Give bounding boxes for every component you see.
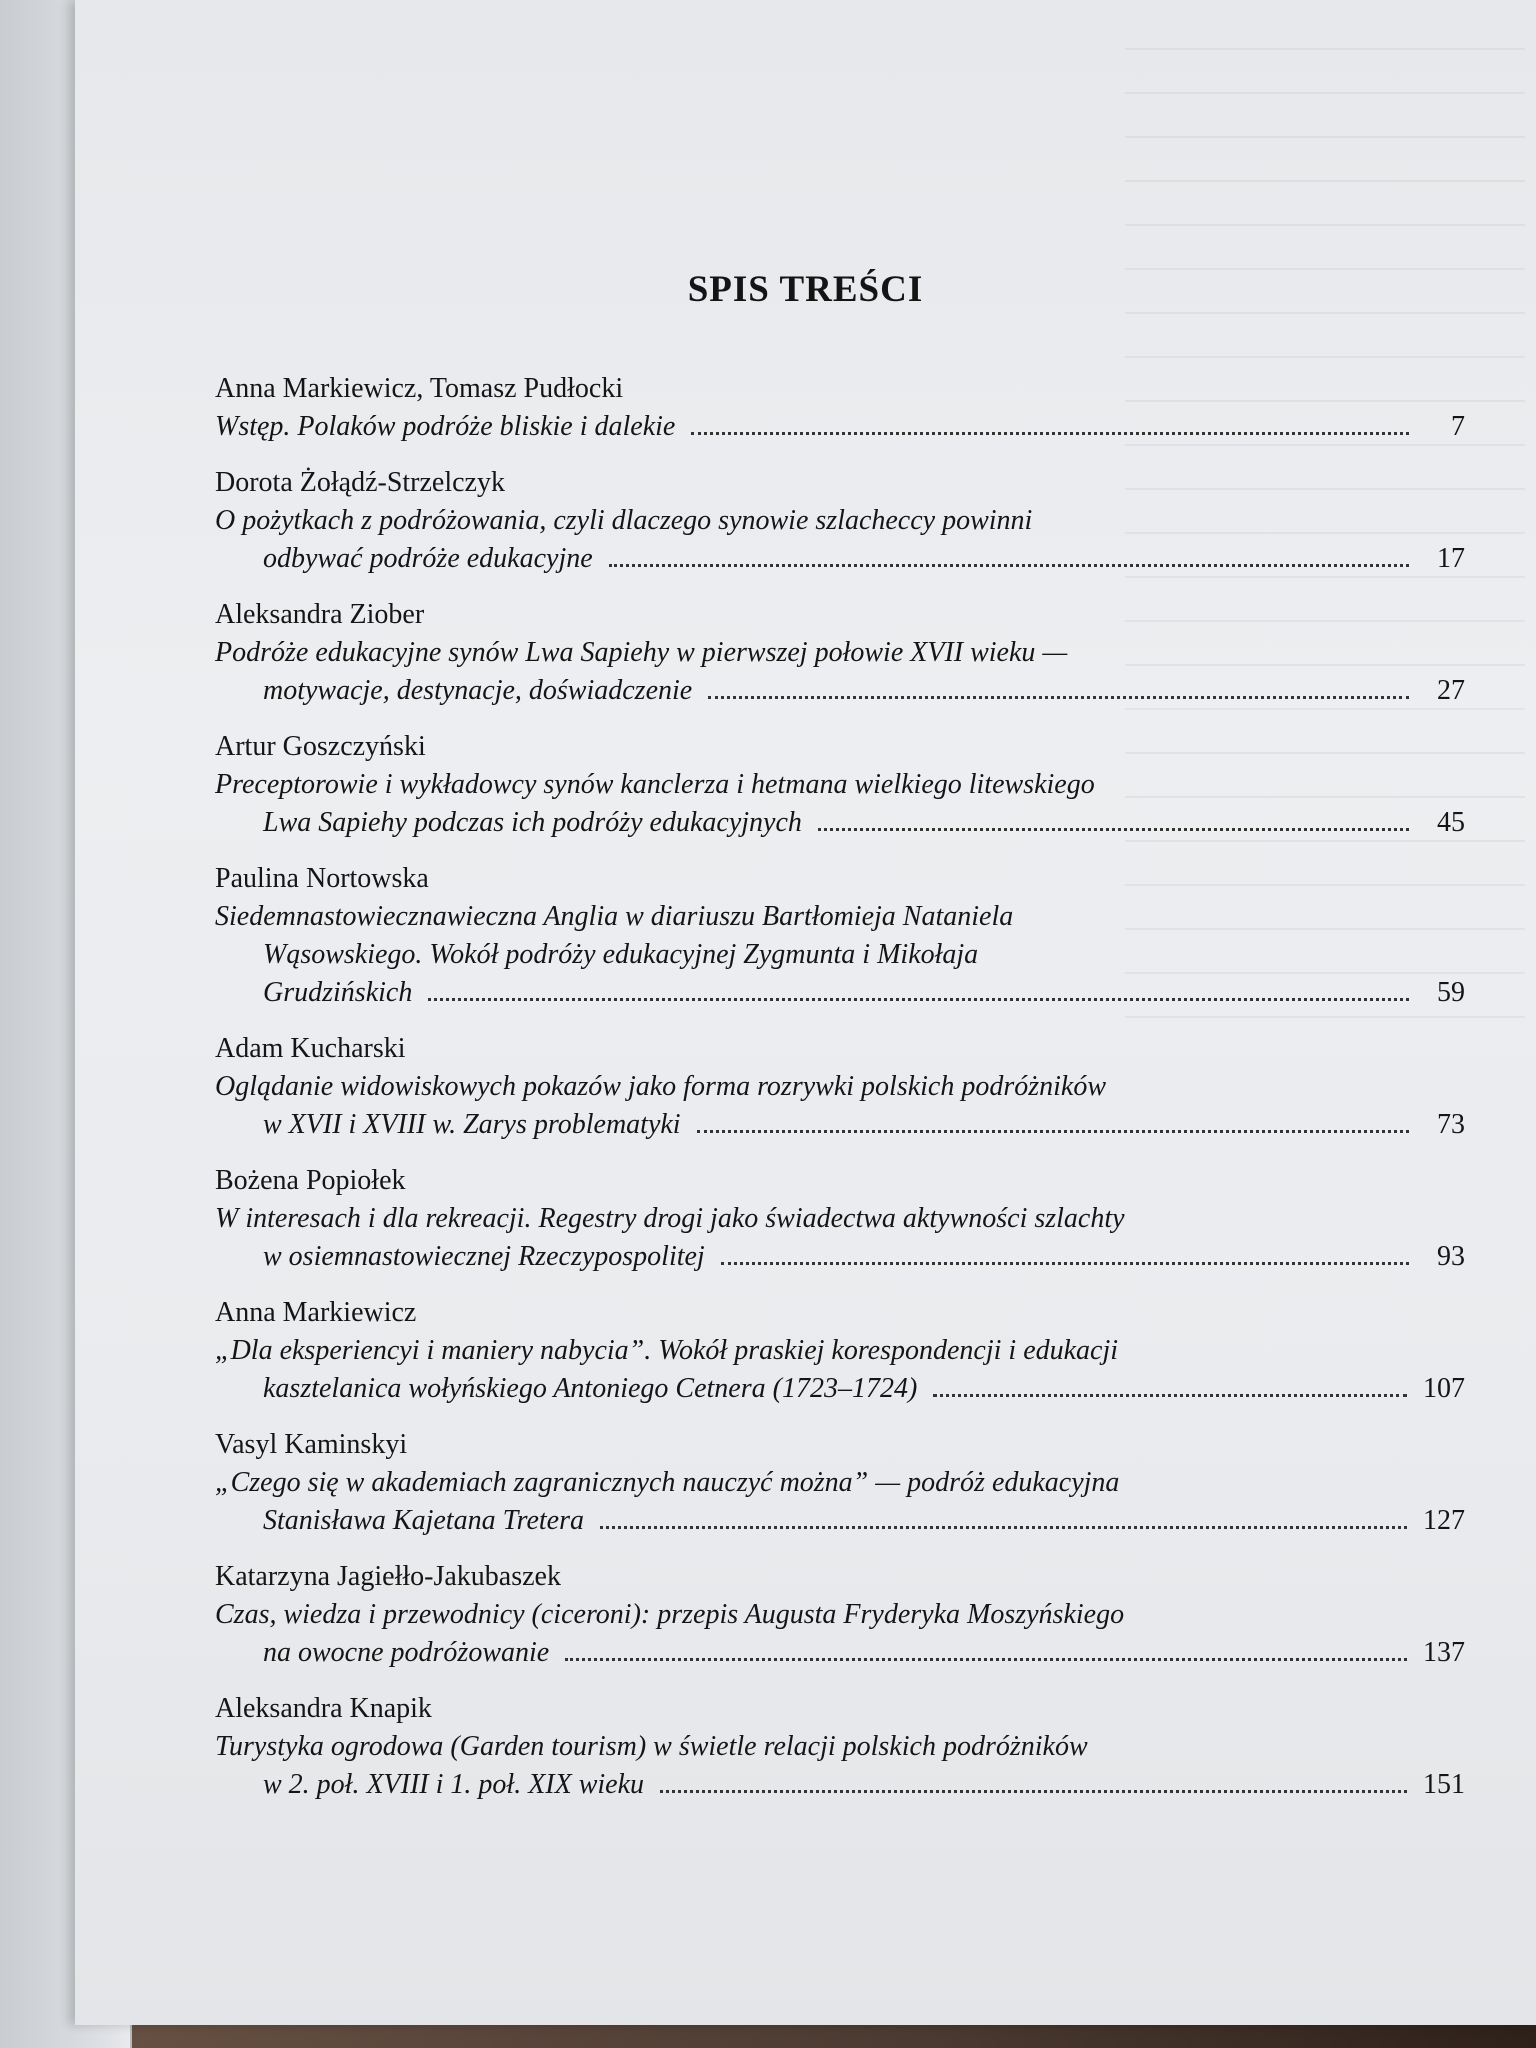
dot-leader (818, 828, 1409, 831)
entry-title-end: na owocne podróżowanie (263, 1637, 550, 1668)
dot-leader (565, 1658, 1407, 1661)
toc-entry (215, 1294, 1465, 1408)
toc-entry (215, 1030, 1465, 1144)
dot-leader (933, 1394, 1407, 1397)
page-number: 59 (1437, 977, 1465, 1008)
entry-title-line: Siedemnastowiecznawieczna Anglia w diariuszu Bartłomieja Nataniela (215, 901, 1014, 932)
dot-leader (721, 1262, 1409, 1265)
toc-entry (215, 1558, 1465, 1672)
entry-title-end: Stanisława Kajetana Tretera (263, 1505, 584, 1536)
table-of-contents (215, 370, 1465, 1822)
toc-entry (215, 1690, 1465, 1804)
page-number: 107 (1423, 1373, 1465, 1404)
dot-leader (708, 696, 1409, 699)
page-number: 151 (1423, 1769, 1465, 1800)
entry-author: Adam Kucharski (215, 1033, 406, 1064)
entry-last-line (215, 1502, 1465, 1540)
entry-last-line (215, 1634, 1465, 1672)
entry-title-line: W interesach i dla rekreacji. Regestry drogi jako świadectwa aktywności szlachty (215, 1203, 1125, 1234)
entry-author: Aleksandra Ziober (215, 599, 425, 630)
entry-title-line: O pożytkach z podróżowania, czyli dlaczego synowie szlacheccy powinni (215, 505, 1033, 536)
toc-entry (215, 1426, 1465, 1540)
dot-leader (660, 1790, 1407, 1793)
page-number: 27 (1437, 675, 1465, 706)
toc-entry (215, 464, 1465, 578)
entry-last-line (215, 672, 1465, 710)
page-number: 93 (1437, 1241, 1465, 1272)
entry-title-end: w 2. poł. XVIII i 1. poł. XIX wieku (263, 1769, 645, 1800)
dot-leader (697, 1130, 1409, 1133)
entry-title-line: Turystyka ogrodowa (Garden tourism) w świetle relacji polskich podróżników (215, 1731, 1088, 1762)
entry-last-line (215, 804, 1465, 842)
entry-last-line (215, 1106, 1465, 1144)
entry-last-line (215, 1370, 1465, 1408)
entry-author: Anna Markiewicz, Tomasz Pudłocki (215, 373, 624, 404)
entry-title-end: motywacje, destynacje, doświadczenie (263, 675, 693, 706)
entry-title-line: „Dla eksperiencyi i maniery nabycia”. Wokół praskiej korespondencji i edukacji (215, 1335, 1119, 1366)
entry-title-line: Oglądanie widowiskowych pokazów jako forma rozrywki polskich podróżników (215, 1071, 1107, 1102)
page-number: 127 (1423, 1505, 1465, 1536)
entry-author: Aleksandra Knapik (215, 1693, 432, 1724)
entry-author: Bożena Popiołek (215, 1165, 406, 1196)
page-title: SPIS TREŚCI (687, 269, 924, 310)
page-number: 137 (1423, 1637, 1465, 1668)
dot-leader (428, 998, 1409, 1001)
entry-title-end: odbywać podróże edukacyjne (263, 543, 593, 574)
dot-leader (600, 1526, 1407, 1529)
dot-leader (609, 564, 1409, 567)
entry-title-end: w XVII i XVIII w. Zarys problematyki (263, 1109, 681, 1140)
entry-last-line (215, 540, 1465, 578)
toc-entry (215, 860, 1465, 1012)
entry-title-line: Preceptorowie i wykładowcy synów kanclerza i hetmana wielkiego litewskiego (215, 769, 1095, 800)
page-number: 17 (1437, 543, 1465, 574)
entry-last-line (215, 408, 1465, 446)
page-number: 73 (1437, 1109, 1465, 1140)
page-number: 7 (1451, 411, 1465, 442)
entry-title-line: „Czego się w akademiach zagranicznych nauczyć można” — podróż edukacyjna (215, 1467, 1120, 1498)
entry-last-line (215, 974, 1465, 1012)
toc-entry (215, 728, 1465, 842)
toc-entry (215, 1162, 1465, 1276)
entry-title-end: Grudzińskich (263, 977, 413, 1008)
entry-author: Anna Markiewicz (215, 1297, 417, 1328)
entry-title-end: w osiemnastowiecznej Rzeczypospolitej (263, 1241, 705, 1272)
entry-last-line (215, 1238, 1465, 1276)
entry-title-line: Podróże edukacyjne synów Lwa Sapiehy w pierwszej połowie XVII wieku — (215, 637, 1068, 668)
entry-author: Vasyl Kaminskyi (215, 1429, 408, 1460)
entry-title-end: Wstęp. Polaków podróże bliskie i dalekie (215, 411, 676, 442)
entry-title-end: kasztelanica wołyńskiego Antoniego Cetnera (1723–1724) (263, 1373, 918, 1404)
dot-leader (691, 432, 1409, 435)
toc-entry (215, 596, 1465, 710)
entry-title-line: Czas, wiedza i przewodnicy (ciceroni): przepis Augusta Fryderyka Moszyńskiego (215, 1599, 1125, 1630)
entry-author: Paulina Nortowska (215, 863, 429, 894)
book-page (75, 0, 1536, 2025)
entry-author: Artur Goszczyński (215, 731, 426, 762)
entry-last-line (215, 1766, 1465, 1804)
toc-entry (215, 370, 1465, 446)
entry-title-line: Wąsowskiego. Wokół podróży edukacyjnej Zygmunta i Mikołaja (263, 939, 979, 970)
entry-author: Katarzyna Jagiełło-Jakubaszek (215, 1561, 561, 1592)
page-number: 45 (1437, 807, 1465, 838)
entry-author: Dorota Żołądź-Strzelczyk (215, 467, 505, 498)
entry-title-end: Lwa Sapiehy podczas ich podróży edukacyjnych (263, 807, 802, 838)
